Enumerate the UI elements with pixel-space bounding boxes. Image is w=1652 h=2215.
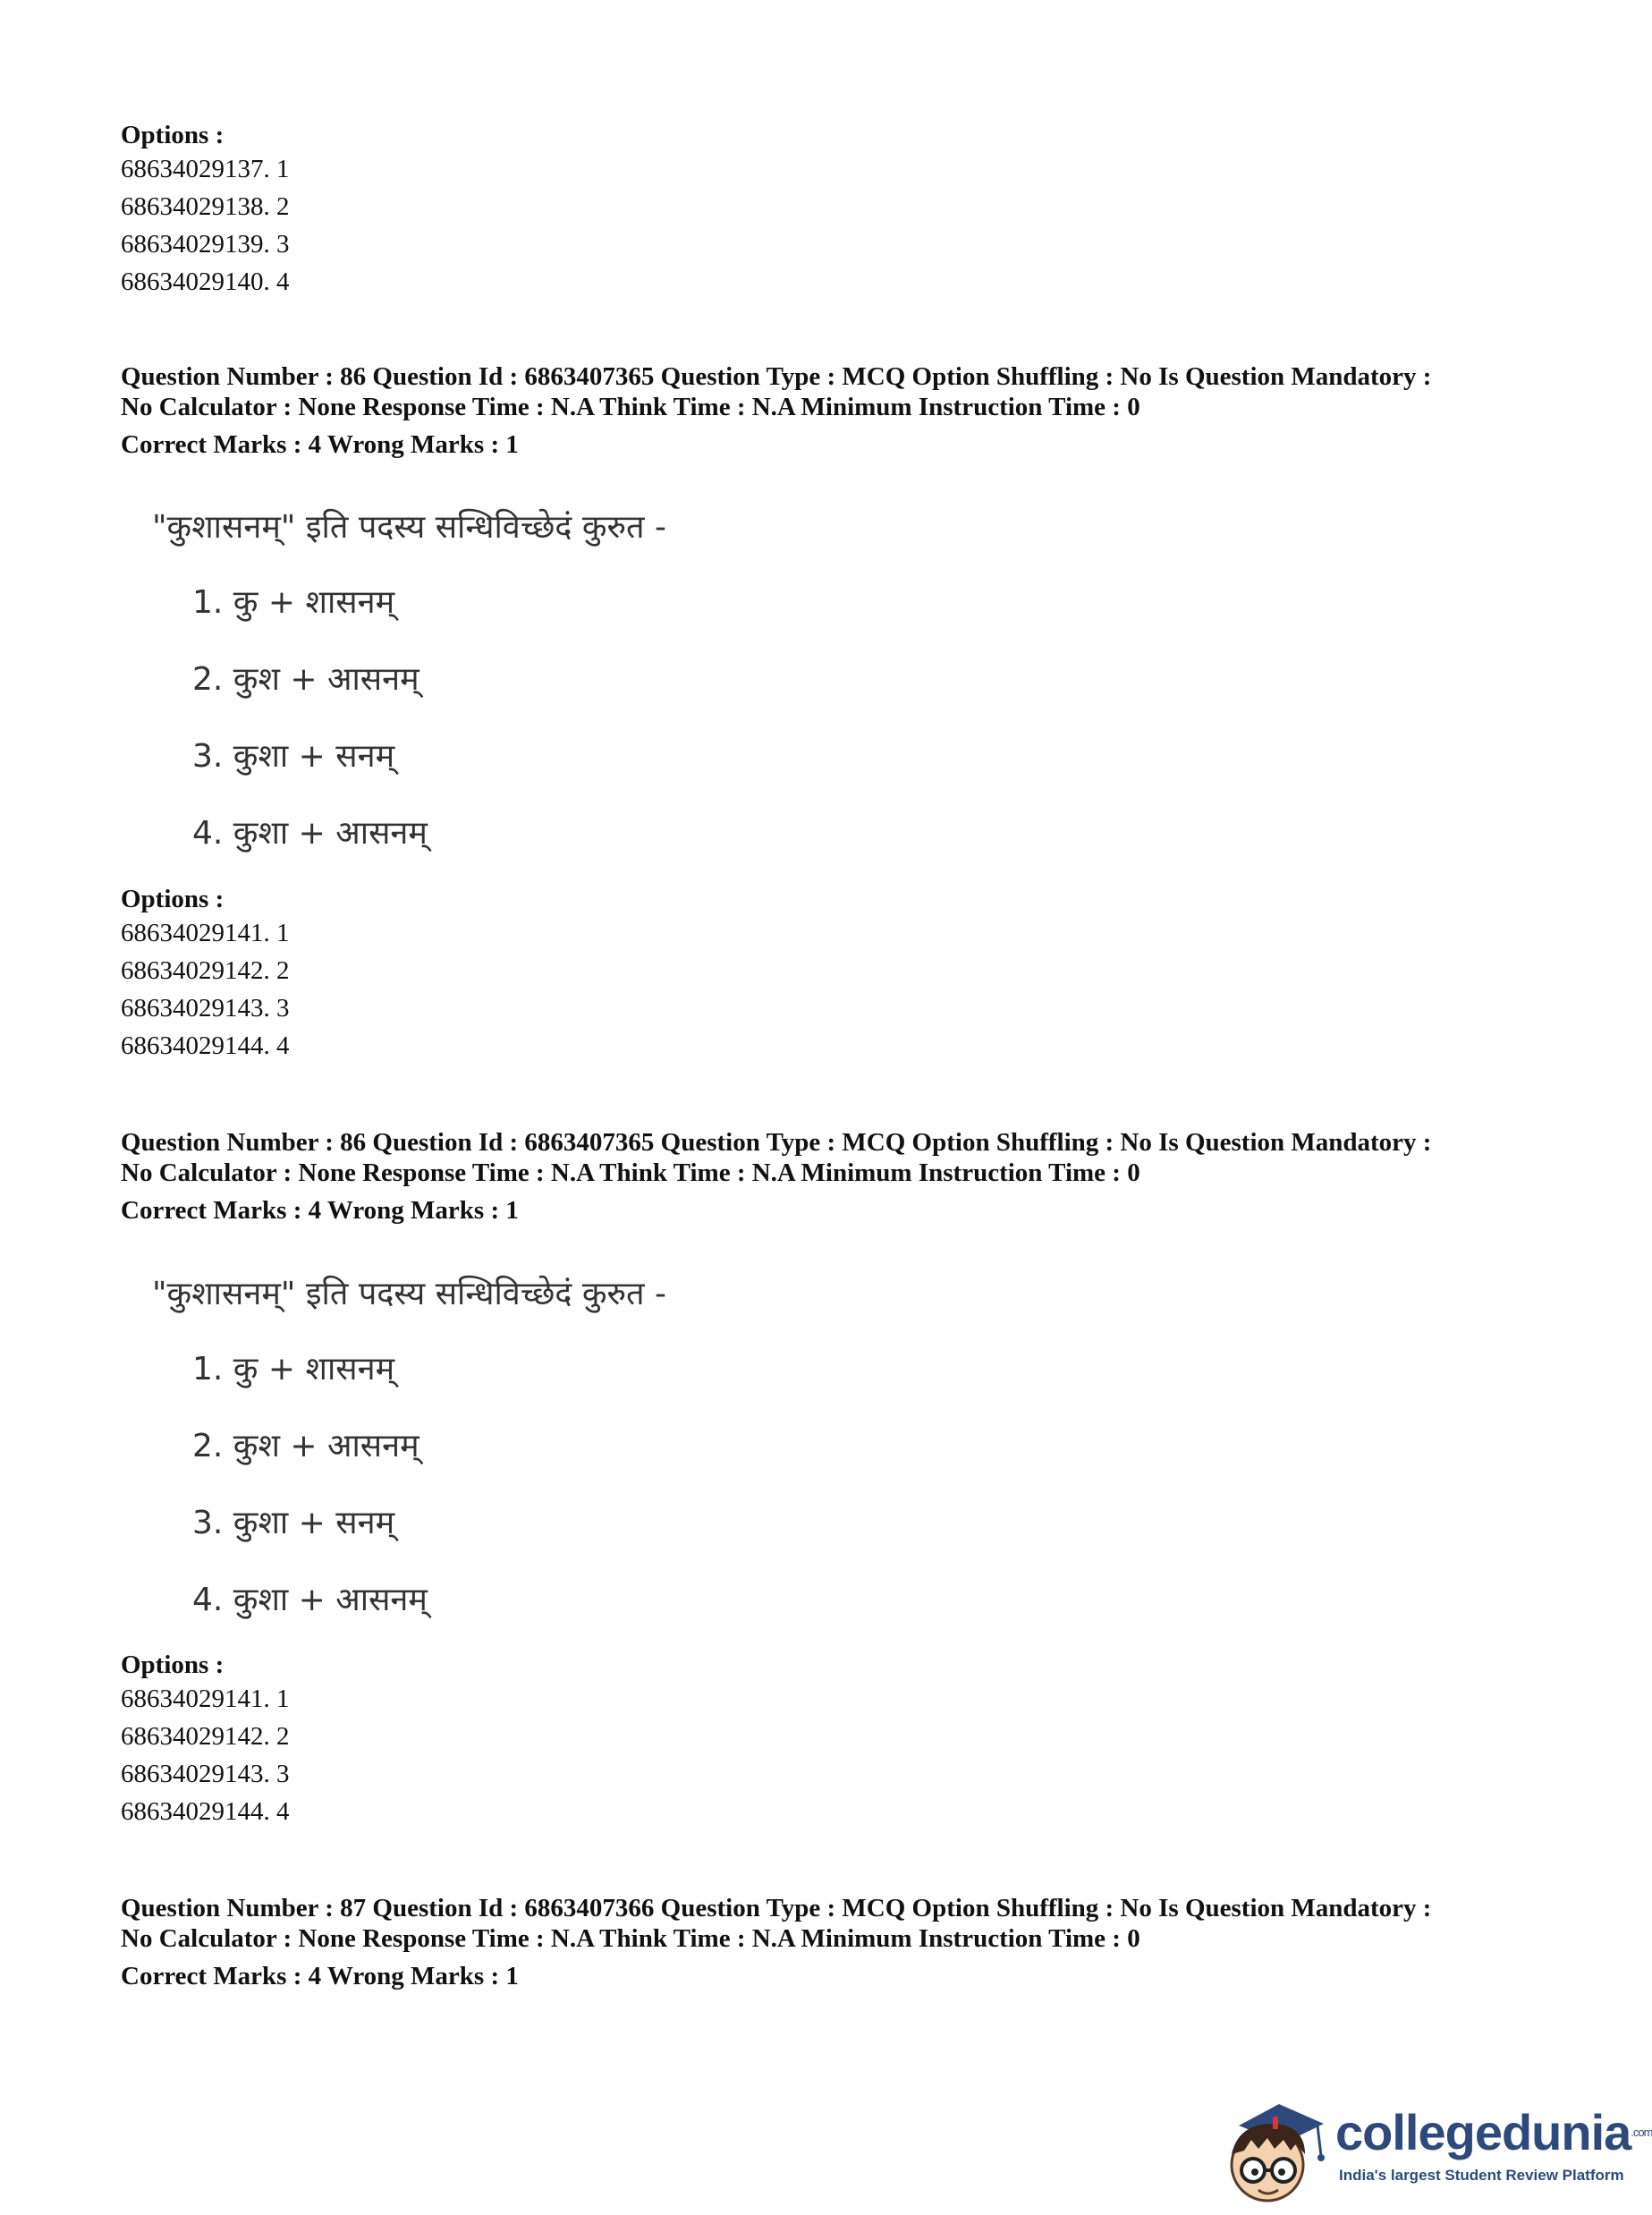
question-image: [152, 496, 724, 863]
question-choice: 1. कु + शासनम्: [192, 1351, 395, 1388]
question-choice: 2. कुश + आसनम्: [192, 1428, 419, 1464]
options-heading: Options :: [121, 121, 225, 149]
question-meta: [121, 1127, 1431, 1226]
question-stem: "कुशासनम्" इति पदस्य सन्धिविच्छेदं कुरुत -: [152, 1276, 666, 1312]
option-line: 68634029139. 3: [121, 230, 290, 259]
question-choice: 3. कुशा + सनम्: [192, 1505, 395, 1541]
option-line: 68634029142. 2: [121, 956, 290, 985]
option-line: 68634029137. 1: [121, 155, 290, 183]
question-meta-line: Question Number : 87 Question Id : 6863407366 Question Type : MCQ Option Shuffling : No Is Question Mandatory :: [121, 1894, 1432, 1922]
options-block-2: [121, 1651, 290, 1830]
question-meta-line: No Calculator : None Response Time : N.A Think Time : N.A Minimum Instruction Time : 0: [121, 1924, 1140, 1953]
collegedunia-logo: [1212, 2092, 1652, 2208]
option-line: 68634029144. 4: [121, 1797, 290, 1826]
option-line: 68634029140. 4: [121, 267, 290, 296]
option-line: 68634029143. 3: [121, 994, 290, 1023]
question-choice: 4. कुशा + आसनम्: [192, 1582, 428, 1618]
question-choice: 2. कुश + आसनम्: [192, 661, 419, 698]
question-meta: [121, 1893, 1431, 1991]
question-meta: [121, 361, 1431, 460]
options-block-1: [121, 885, 290, 1065]
question-meta-line: No Calculator : None Response Time : N.A Think Time : N.A Minimum Instruction Time : 0: [121, 393, 1140, 421]
question-marks: Correct Marks : 4 Wrong Marks : 1: [121, 1962, 519, 1990]
option-line: 68634029143. 3: [121, 1760, 290, 1788]
question-image: [152, 1263, 724, 1630]
question-meta-line: Question Number : 86 Question Id : 6863407365 Question Type : MCQ Option Shuffling : No Is Question Mandatory :: [121, 1128, 1432, 1157]
option-line: 68634029141. 1: [121, 919, 290, 947]
option-line: 68634029141. 1: [121, 1685, 290, 1713]
option-line: 68634029138. 2: [121, 192, 290, 221]
options-heading: Options :: [121, 885, 225, 913]
question-meta-line: No Calculator : None Response Time : N.A Think Time : N.A Minimum Instruction Time : 0: [121, 1158, 1140, 1187]
mascot-icon: [1212, 2092, 1333, 2208]
brand-name: collegedunia$^{.com}$: [1335, 2104, 1652, 2160]
options-heading: Options :: [121, 1651, 225, 1679]
question-marks: Correct Marks : 4 Wrong Marks : 1: [121, 1196, 519, 1225]
brand-tagline: India's largest Student Review Platform: [1339, 2167, 1624, 2184]
question-choice: 4. कुशा + आसनम्: [192, 815, 428, 852]
brand-suffix: .com: [1631, 2126, 1652, 2139]
question-stem: "कुशासनम्" इति पदस्य सन्धिविच्छेदं कुरुत -: [152, 509, 666, 546]
option-line: 68634029142. 2: [121, 1722, 290, 1751]
question-choice: 3. कुशा + सनम्: [192, 738, 395, 775]
options-block-0: [121, 121, 290, 301]
question-meta-line: Question Number : 86 Question Id : 6863407365 Question Type : MCQ Option Shuffling : No Is Question Mandatory :: [121, 362, 1432, 391]
question-marks: Correct Marks : 4 Wrong Marks : 1: [121, 430, 519, 459]
question-choice: 1. कु + शासनम्: [192, 584, 395, 621]
option-line: 68634029144. 4: [121, 1031, 290, 1060]
